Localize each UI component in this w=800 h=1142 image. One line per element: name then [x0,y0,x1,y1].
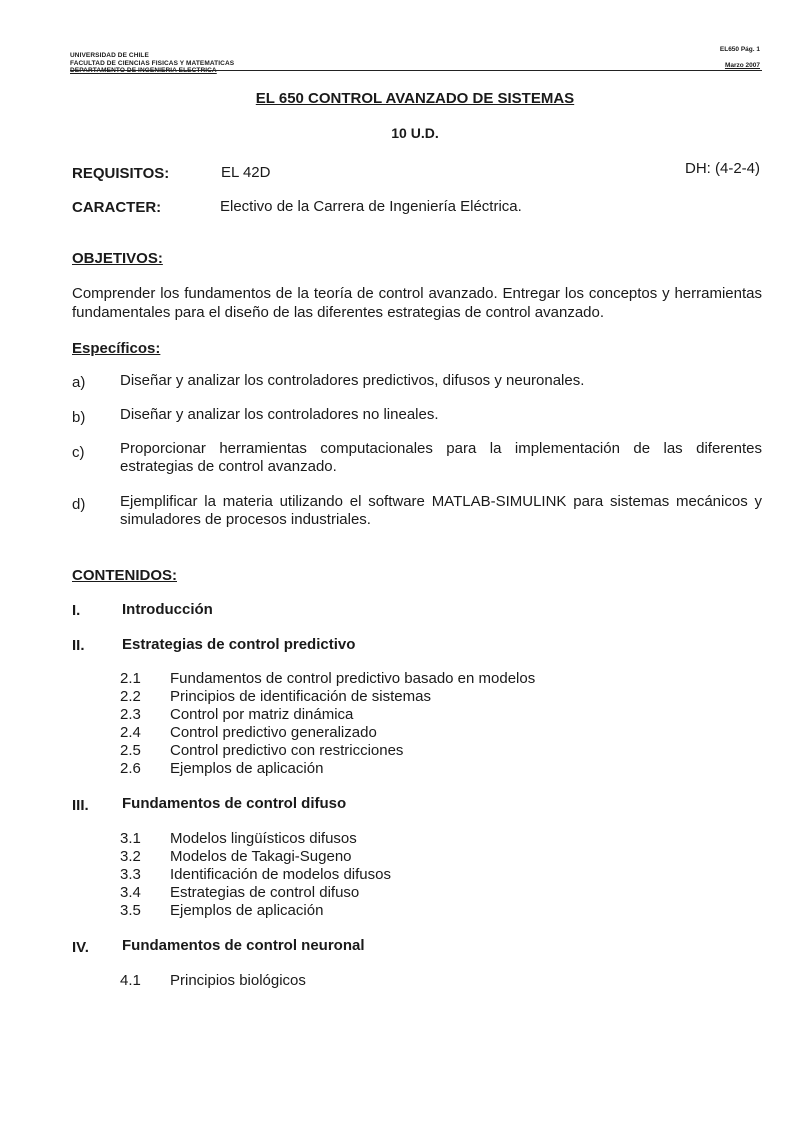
especifico-text: Proporcionar herramientas computacionales para la implementación de las diferentes estrategias de control avanzado. [120,440,762,475]
especificos-heading: Específicos: [72,340,161,357]
subtopic-text: Control predictivo generalizado [170,724,377,741]
unit-numeral: III. [72,797,89,814]
subtopic-number: 3.1 [120,830,141,847]
requisitos-value: EL 42D [221,164,271,181]
subtopic-number: 2.3 [120,706,141,723]
subtopic-row [120,884,391,902]
subtopic-text: Principios de identificación de sistemas [170,688,431,705]
subtopic-number: 3.3 [120,866,141,883]
subtopic-text: Ejemplos de aplicación [170,902,324,919]
especifico-text: Diseñar y analizar los controladores no lineales. [120,406,439,423]
especifico-letter: d) [72,496,86,513]
requisitos-label: REQUISITOS: [72,165,170,182]
subtopic-row [120,724,535,742]
subtopic-number: 2.4 [120,724,141,741]
subtopic-row [120,848,391,866]
especifico-letter: c) [72,444,85,461]
objetivos-text: Comprender los fundamentos de la teoría de control avanzado. Entregar los conceptos y herramientas fundamentales para el diseño de las diferentes estrategias de control avanzado. [72,285,762,321]
unit-subtopics [120,972,306,990]
subtopic-text: Modelos lingüísticos difusos [170,830,357,847]
institution-header [70,52,234,75]
subtopic-text: Principios biológicos [170,972,306,989]
subtopic-row [120,972,306,990]
course-title: EL 650 CONTROL AVANZADO DE SISTEMAS [255,90,575,107]
subtopic-text: Estrategias de control difuso [170,884,360,901]
subtopic-text: Modelos de Takagi-Sugeno [170,848,352,865]
unit-title: Introducción [122,601,213,618]
unit-subtopics [120,830,391,920]
unit-numeral: IV. [72,939,89,956]
subtopic-row [120,742,535,760]
subtopic-number: 2.1 [120,670,141,687]
subtopic-row [120,830,391,848]
unit-title: Estrategias de control predictivo [122,636,356,653]
unit-title: Fundamentos de control difuso [122,795,347,812]
especifico-letter: a) [72,374,86,391]
subtopic-row [120,688,535,706]
university-name: UNIVERSIDAD DE CHILE [70,52,149,59]
caracter-label: CARACTER: [72,199,162,216]
subtopic-row [120,866,391,884]
dh-hours: DH: (4-2-4) [685,160,761,177]
caracter-value: Electivo de la Carrera de Ingeniería Eléctrica. [220,198,522,215]
subtopic-text: Control por matriz dinámica [170,706,354,723]
unit-title: Fundamentos de control neuronal [122,937,365,954]
subtopic-number: 2.2 [120,688,141,705]
contenidos-heading: CONTENIDOS: [72,567,177,584]
subtopic-text: Fundamentos de control predictivo basado en modelos [170,670,536,687]
subtopic-row [120,670,535,688]
subtopic-row [120,902,391,920]
unit-subtopics [120,670,535,778]
subtopic-text: Identificación de modelos difusos [170,866,391,883]
especifico-text: Diseñar y analizar los controladores predictivos, difusos y neuronales. [120,372,585,389]
subtopic-row [120,760,535,778]
especifico-text: Ejemplificar la materia utilizando el software MATLAB-SIMULINK para sistemas mecánicos y simuladores de procesos industriales. [120,493,762,528]
subtopic-number: 2.5 [120,742,141,759]
unit-numeral: I. [72,602,81,619]
subtopic-number: 3.2 [120,848,141,865]
subtopic-row [120,706,535,724]
faculty-name: FACULTAD DE CIENCIAS FISICAS Y MATEMATICAS [70,59,235,67]
header-divider [70,70,762,71]
subtopic-text: Control predictivo con restricciones [170,742,404,759]
course-units: 10 U.D. [391,125,439,141]
especifico-letter: b) [72,409,86,426]
unit-numeral: II. [72,637,85,654]
subtopic-text: Ejemplos de aplicación [170,760,324,777]
objetivos-heading: OBJETIVOS: [72,250,163,267]
subtopic-number: 3.4 [120,884,141,901]
course-page-number: EL650 Pág. 1 [719,46,760,53]
subtopic-number: 2.6 [120,760,141,777]
document-date: Marzo 2007 [724,62,760,69]
subtopic-number: 4.1 [120,972,141,989]
subtopic-number: 3.5 [120,902,141,919]
